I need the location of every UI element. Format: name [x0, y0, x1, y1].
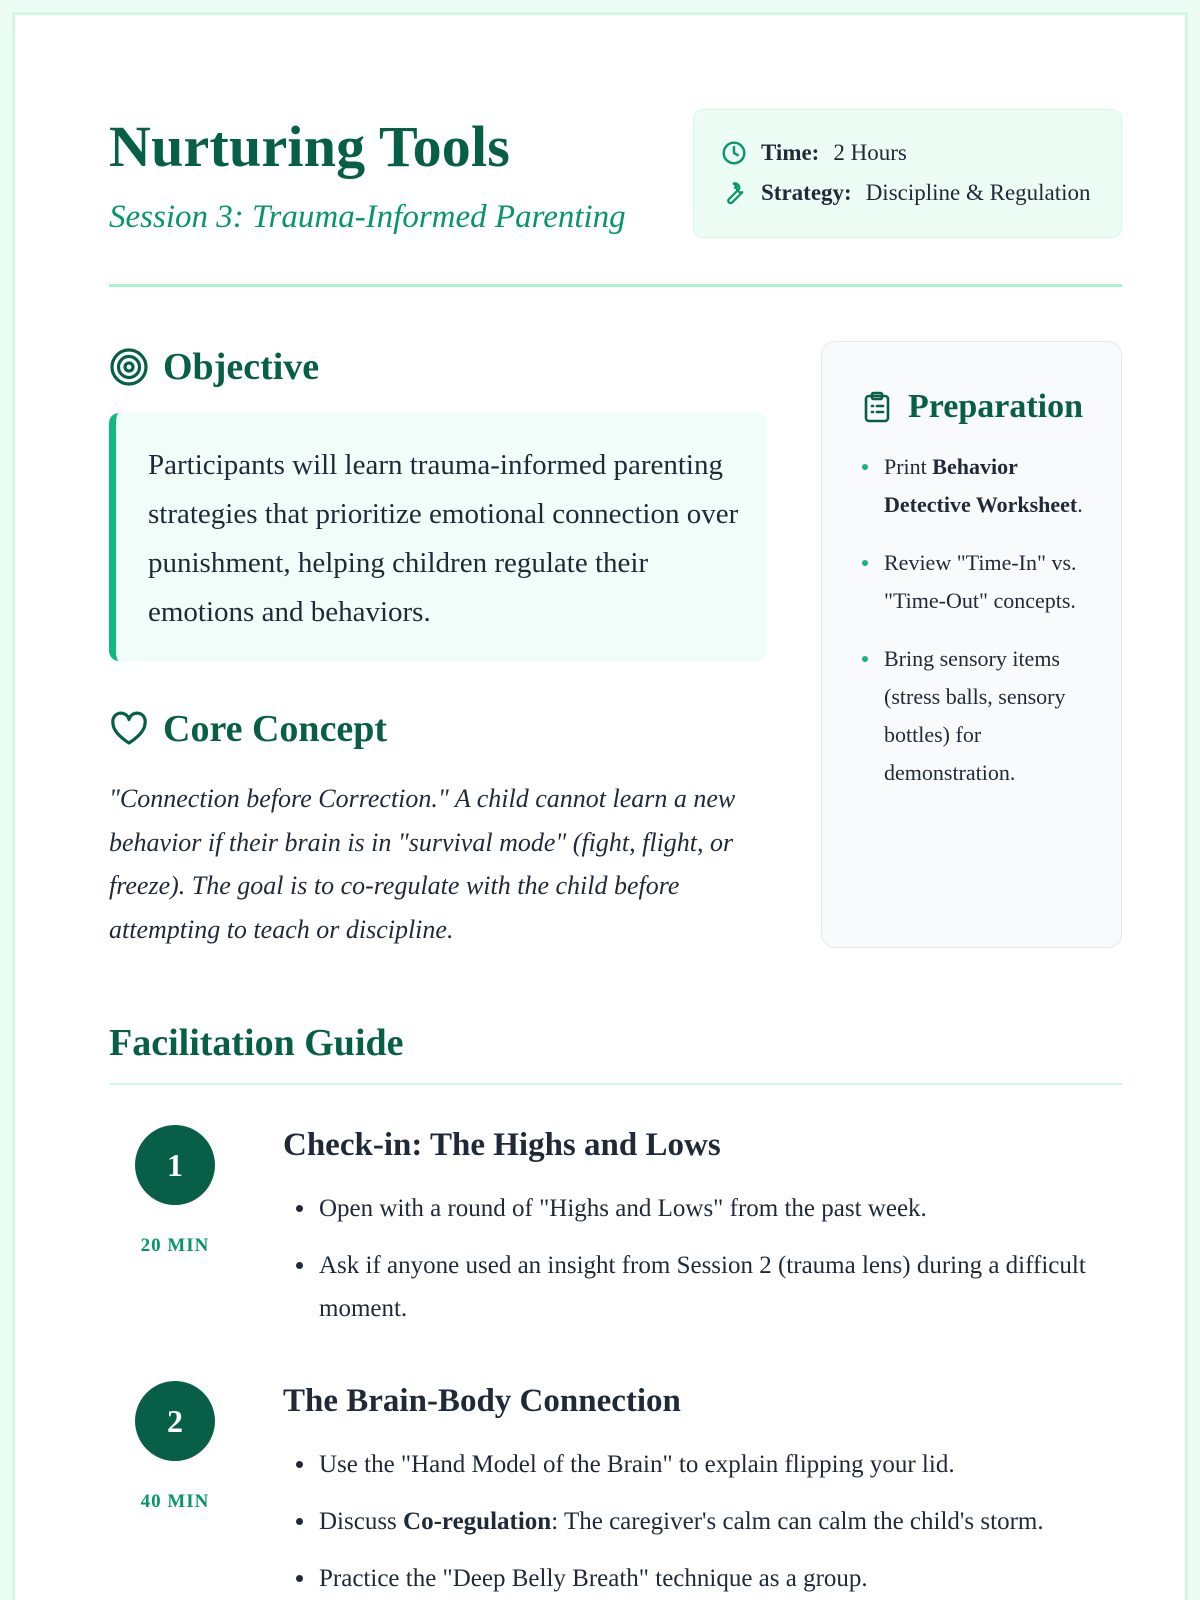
step-bullets [317, 1443, 1117, 1600]
list-item: Review "Time-In" vs. "Time-Out" concepts. [862, 544, 1102, 620]
step-number-badge: 1 [135, 1125, 215, 1205]
list-item: Print Behavior Detective Worksheet. [862, 448, 1102, 524]
core-concept-text: "Connection before Correction." A child cannot learn a new behavior if their brain is in "survival mode" (fight, flight, or freeze). The goal is to co-regulate with the child before attempting to teach or discipline. [109, 784, 736, 944]
page-title: Nurturing Tools [109, 114, 511, 179]
page-subtitle: Session 3: Trauma-Informed Parenting [109, 199, 626, 235]
document-page [109, 15, 1122, 1600]
step-duration: 40 MIN [140, 1491, 210, 1512]
list-item: • Ask if anyone used an insight from Session 2 (trauma lens) during a difficult moment. [317, 1244, 1117, 1330]
preparation-list [862, 448, 1102, 812]
strategy-value: Discipline & Regulation [865, 180, 1091, 205]
heart-icon [109, 709, 149, 749]
core-concept-heading-text: Core Concept [163, 708, 388, 750]
target-icon [109, 347, 149, 387]
wrench-icon [721, 180, 747, 206]
clock-icon [721, 140, 747, 166]
objective-heading [109, 345, 319, 389]
objective-box: Participants will learn trauma-informed parenting strategies that prioritize emotional connection over punishment, helping children regulate their emotions and behaviors. [109, 413, 767, 661]
list-item: • Open with a round of "Highs and Lows" from the past week. [317, 1187, 1117, 1230]
list-item: • Discuss Co-regulation: The caregiver's calm can calm the child's storm. [317, 1500, 1117, 1543]
facilitation-guide-heading: Facilitation Guide [109, 1021, 1122, 1085]
strategy-label: Strategy: [761, 180, 852, 205]
preparation-heading [862, 388, 1083, 426]
step-title: Check-in: The Highs and Lows [283, 1127, 721, 1163]
meta-time [721, 138, 907, 168]
meta-strategy [721, 178, 1091, 208]
step-title: The Brain-Body Connection [283, 1383, 681, 1419]
list-item: Bring sensory items (stress balls, sensory bottles) for demonstration. [862, 640, 1102, 792]
objective-heading-text: Objective [163, 346, 320, 388]
step-number-badge: 2 [135, 1381, 215, 1461]
step-bullets [317, 1187, 1117, 1344]
core-concept-heading [109, 707, 387, 751]
document-frame [12, 12, 1188, 1600]
preparation-heading-text: Preparation [908, 388, 1084, 425]
time-value: 2 Hours [833, 140, 907, 165]
session-meta-box [693, 109, 1122, 238]
preparation-card [821, 341, 1122, 948]
step-duration: 20 MIN [140, 1235, 210, 1256]
header [109, 15, 1122, 287]
time-label: Time: [761, 140, 820, 165]
clipboard-icon [862, 391, 892, 423]
list-item: • Use the "Hand Model of the Brain" to explain flipping your lid. [317, 1443, 1117, 1486]
list-item: • Practice the "Deep Belly Breath" technique as a group. [317, 1557, 1117, 1600]
